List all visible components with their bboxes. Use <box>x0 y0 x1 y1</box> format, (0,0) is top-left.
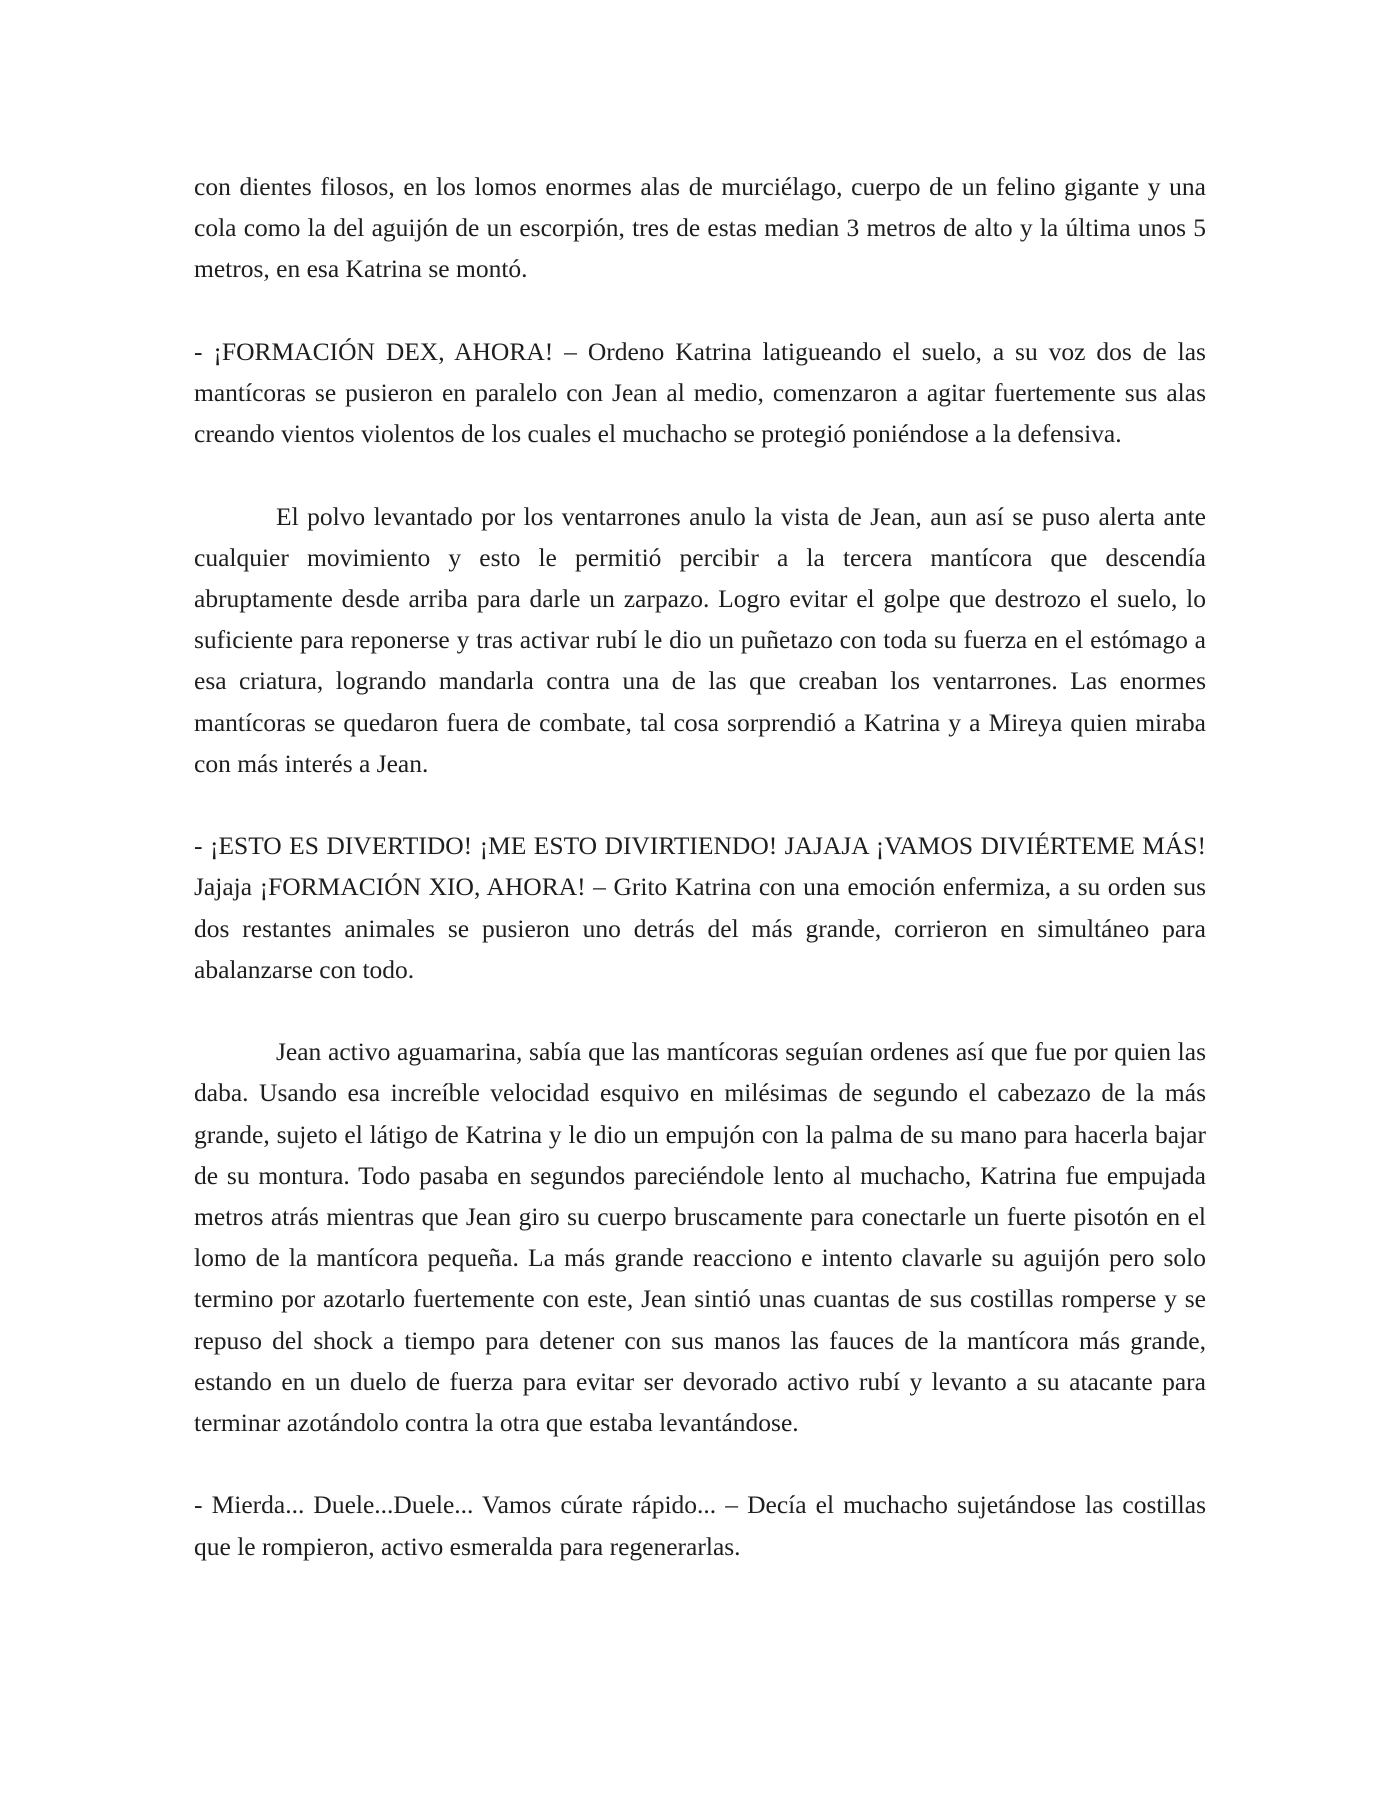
paragraph-6: - Mierda... Duele...Duele... Vamos cúrate rápido... – Decía el muchacho sujetándose las costillas que le rompieron, activo esmeralda para regenerarlas. <box>194 1490 1206 1561</box>
paragraph-5: Jean activo aguamarina, sabía que las mantícoras seguían ordenes así que fue por quien las daba. Usando esa increíble velocidad esquivo en milésimas de segundo el cabezazo de la más grande, sujeto el látigo de Katrina y le dio un empujón con la palma de su mano para hacerla bajar de su montura. Todo pasaba en segundos pareciéndole lento al muchacho, Katrina fue empujada metros atrás mientras que Jean giro su cuerpo bruscamente para conectarle un fuerte pisotón en el lomo de la mantícora pequeña. La más grande reacciono e intento clavarle su aguijón pero solo termino por azotarlo fuertemente con este, Jean sintió unas cuantas de sus costillas romperse y se repuso del shock a tiempo para detener con sus manos las fauces de la mantícora más grande, estando en un duelo de fuerza para evitar ser devorado activo rubí y levanto a su atacante para terminar azotándolo contra la otra que estaba levantándose. <box>194 1037 1206 1438</box>
document-body <box>194 166 1206 1567</box>
paragraph-3: El polvo levantado por los ventarrones anulo la vista de Jean, aun así se puso alerta ante cualquier movimiento y esto le permitió percibir a la tercera mantícora que descendía abruptamente desde arriba para darle un zarpazo. Logro evitar el golpe que destrozo el suelo, lo suficiente para reponerse y tras activar rubí le dio un puñetazo con toda su fuerza en el estómago a esa criatura, logrando mandarla contra una de las que creaban los ventarrones. Las enormes mantícoras se quedaron fuera de combate, tal cosa sorprendió a Katrina y a Mireya quien miraba con más interés a Jean. <box>194 501 1206 778</box>
paragraph-4: - ¡ESTO ES DIVERTIDO! ¡ME ESTO DIVIRTIENDO! JAJAJA ¡VAMOS DIVIÉRTEME MÁS! Jajaja ¡FORMACIÓN XIO, AHORA! – Grito Katrina con una emoción enfermiza, a su orden sus dos restantes animales se pusieron uno detrás del más grande, corrieron en simultáneo para abalanzarse con todo. <box>194 831 1206 984</box>
paragraph-1: con dientes filosos, en los lomos enormes alas de murciélago, cuerpo de un felino gigante y una cola como la del aguijón de un escorpión, tres de estas median 3 metros de alto y la última unos 5 metros, en esa Katrina se montó. <box>194 172 1206 284</box>
paragraph-2: - ¡FORMACIÓN DEX, AHORA! – Ordeno Katrina latigueando el suelo, a su voz dos de las mantícoras se pusieron en paralelo con Jean al medio, comenzaron a agitar fuertemente sus alas creando vientos violentos de los cuales el muchacho se protegió poniéndose a la defensiva. <box>194 336 1206 449</box>
